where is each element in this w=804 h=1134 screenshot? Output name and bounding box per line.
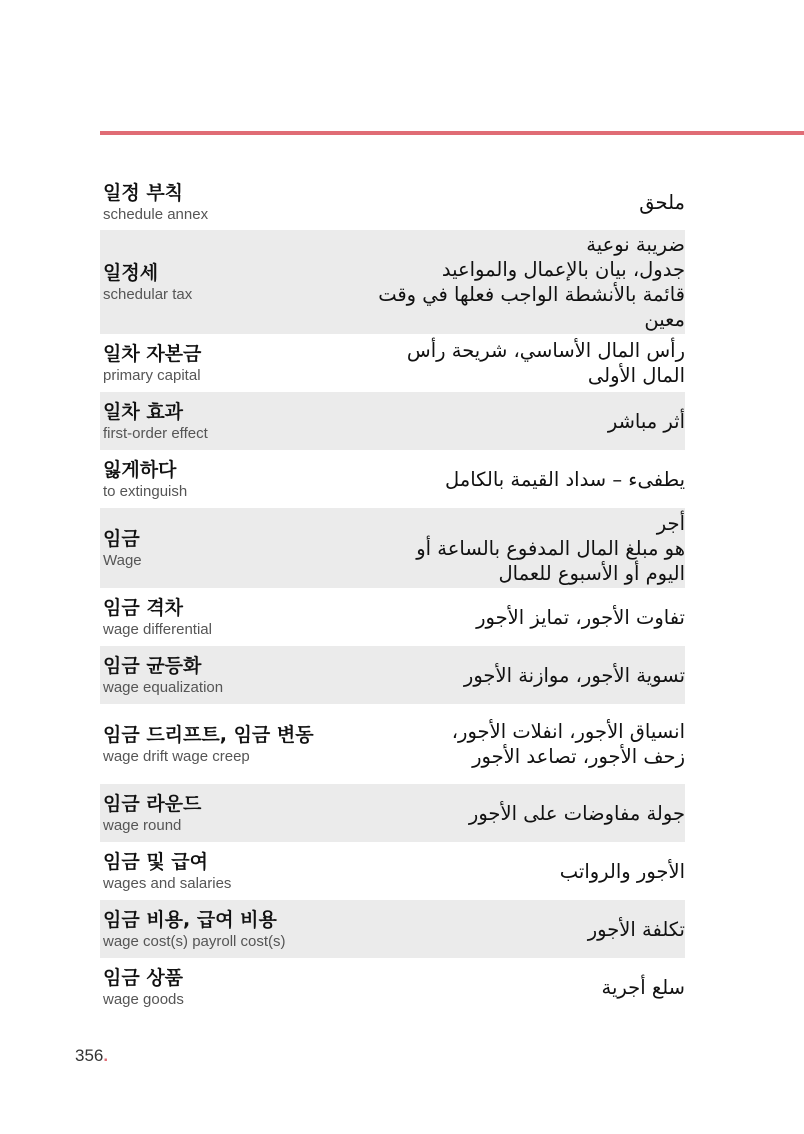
entry-source-terms <box>103 792 201 835</box>
english-term: schedular tax <box>103 285 193 303</box>
arabic-translation <box>469 801 685 826</box>
arabic-translation-line: اليوم أو الأسبوع للعمال <box>498 561 685 585</box>
glossary-table <box>100 174 685 1016</box>
glossary-entry <box>100 900 685 958</box>
page-number-dot: . <box>103 1046 109 1065</box>
arabic-translation <box>416 511 685 586</box>
arabic-translation-line: زحف الأجور، تصاعد الأجور <box>472 745 685 768</box>
glossary-entry <box>100 508 685 588</box>
entry-source-terms <box>103 342 201 385</box>
arabic-translation-line: جدول، بيان بالإعمال والمواعيد <box>441 258 685 281</box>
korean-term: 임금 상품 <box>103 966 184 989</box>
english-term: first-order effect <box>103 424 208 442</box>
entry-source-terms <box>103 908 286 951</box>
english-term: wage round <box>103 816 182 834</box>
arabic-translation <box>476 605 685 630</box>
english-term: wage equalization <box>103 678 224 696</box>
entry-source-terms <box>103 527 142 570</box>
arabic-translation <box>608 409 685 434</box>
arabic-translation <box>378 232 685 332</box>
top-accent-rule <box>100 131 804 135</box>
glossary-entry <box>100 646 685 704</box>
arabic-translation-line: تفاوت الأجور، تمايز الأجور <box>476 605 685 629</box>
arabic-translation-line: ضريبة نوعية <box>586 233 685 256</box>
entry-source-terms <box>103 458 187 501</box>
glossary-entry <box>100 230 685 334</box>
arabic-translation <box>560 859 685 884</box>
korean-term: 임금 및 급여 <box>103 850 208 873</box>
arabic-translation-line: الأجور والرواتب <box>559 859 685 883</box>
glossary-entry <box>100 450 685 508</box>
arabic-translation-line: تكلفة الأجور <box>587 917 685 941</box>
entry-source-terms <box>103 966 184 1009</box>
arabic-translation-line: سلع أجرية <box>601 975 685 999</box>
page-number-value: 356 <box>75 1046 104 1065</box>
arabic-translation <box>464 663 685 688</box>
entry-source-terms <box>103 723 314 766</box>
korean-term: 임금 격차 <box>103 596 184 619</box>
arabic-translation <box>588 917 685 942</box>
entry-source-terms <box>103 596 212 639</box>
arabic-translation <box>407 338 685 388</box>
entry-source-terms <box>103 261 192 304</box>
arabic-translation-line: انسياق الأجور، انفلات الأجور، <box>451 720 685 743</box>
glossary-entry <box>100 588 685 646</box>
arabic-translation <box>452 719 685 769</box>
arabic-translation-line: معين <box>644 308 685 331</box>
glossary-entry <box>100 392 685 450</box>
arabic-translation-line: أجر <box>656 511 685 535</box>
korean-term: 잃게하다 <box>103 458 177 481</box>
english-term: Wage <box>103 551 142 569</box>
arabic-translation-line: جولة مفاوضات على الأجور <box>468 801 685 825</box>
arabic-translation-line: أثر مباشر <box>607 409 685 433</box>
korean-term: 일차 효과 <box>103 400 184 423</box>
english-term: primary capital <box>103 366 201 384</box>
english-term: to extinguish <box>103 482 188 500</box>
glossary-entry <box>100 174 685 230</box>
arabic-translation-line: هو مبلغ المال المدفوع بالساعة أو <box>416 536 685 560</box>
glossary-entry <box>100 704 685 784</box>
korean-term: 임금 <box>103 527 140 550</box>
entry-source-terms <box>103 850 231 893</box>
glossary-entry <box>100 958 685 1016</box>
arabic-translation-line: ملحق <box>639 190 685 214</box>
entry-source-terms <box>103 181 208 224</box>
arabic-translation <box>639 190 685 215</box>
glossary-entry <box>100 334 685 392</box>
korean-term: 일정세 <box>103 261 159 284</box>
arabic-translation <box>602 975 685 1000</box>
english-term: schedule annex <box>103 205 209 223</box>
english-term: wages and salaries <box>103 874 232 892</box>
korean-term: 임금 비용, 급여 비용 <box>103 908 277 931</box>
korean-term: 임금 드리프트, 임금 변동 <box>103 723 314 746</box>
korean-term: 임금 라운드 <box>103 792 202 815</box>
page-number <box>75 1046 108 1066</box>
entry-source-terms <box>103 654 223 697</box>
arabic-translation-line: قائمة بالأنشطة الواجب فعلها في وقت <box>378 283 685 306</box>
glossary-entry <box>100 842 685 900</box>
glossary-entry <box>100 784 685 842</box>
arabic-translation-line: يطفىء – سداد القيمة بالكامل <box>445 467 685 491</box>
entry-source-terms <box>103 400 208 443</box>
arabic-translation-line: تسوية الأجور، موازنة الأجور <box>463 663 685 687</box>
arabic-translation-line: المال الأولى <box>587 364 685 387</box>
english-term: wage goods <box>103 990 184 1008</box>
english-term: wage cost(s) payroll cost(s) <box>103 932 286 950</box>
korean-term: 임금 균등화 <box>103 654 202 677</box>
arabic-translation-line: رأس المال الأساسي، شريحة رأس <box>406 339 685 362</box>
english-term: wage drift wage creep <box>103 747 250 765</box>
korean-term: 일차 자본금 <box>103 342 202 365</box>
arabic-translation <box>445 467 685 492</box>
english-term: wage differential <box>103 620 212 638</box>
korean-term: 일정 부칙 <box>103 181 184 204</box>
